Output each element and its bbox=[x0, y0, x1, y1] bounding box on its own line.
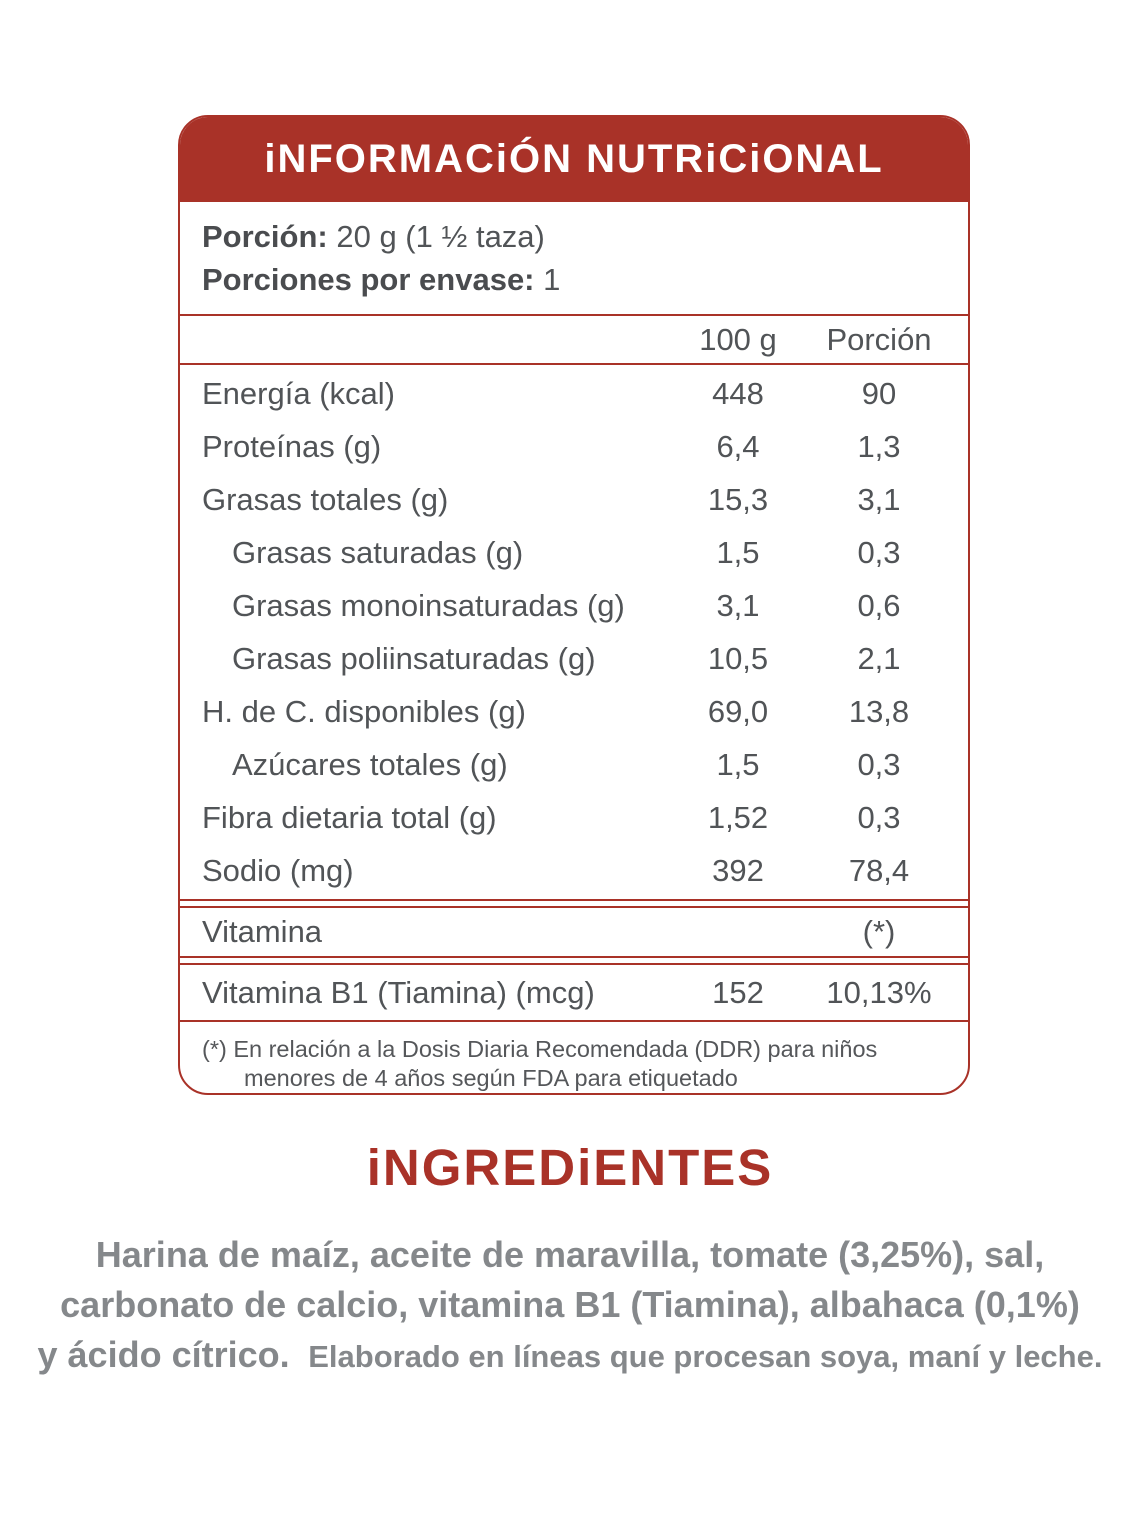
allergen-note: Elaborado en líneas que procesan soya, maní y leche. bbox=[299, 1339, 1103, 1374]
nutrition-facts-header-band bbox=[180, 117, 968, 202]
servings-per-pack-value: 1 bbox=[543, 262, 561, 297]
nutrient-row-fibra-dietaria: Fibra dietaria total (g) 1,52 0,3 bbox=[202, 799, 901, 835]
nutrient-row-grasas-totales: Grasas totales (g) 15,3 3,1 bbox=[202, 481, 901, 517]
ddr-footnote bbox=[180, 1022, 968, 1093]
ddr-footnote-line1: (*) En relación a la Dosis Diaria Recomendada (DDR) para niños bbox=[202, 1036, 878, 1062]
nutrient-row-vitamina-b1: Vitamina B1 (Tiamina) (mcg) 152 10,13% bbox=[202, 974, 932, 1010]
ingredients-line-2: carbonato de calcio, vitamina B1 (Tiamina), albahaca (0,1%) bbox=[60, 1284, 1080, 1325]
ingredients-line-1: Harina de maíz, aceite de maravilla, tomate (3,25%), sal, bbox=[95, 1234, 1045, 1275]
servings-per-pack-label: Porciones por envase: bbox=[202, 262, 535, 297]
nutrition-facts-card bbox=[178, 115, 970, 1095]
nutrient-row-hdc-disponibles: H. de C. disponibles (g) 69,0 13,8 bbox=[202, 693, 910, 729]
nutrient-row-azucares-totales: Azúcares totales (g) 1,5 0,3 bbox=[232, 746, 901, 782]
nutrient-row-grasas-saturadas: Grasas saturadas (g) 1,5 0,3 bbox=[232, 534, 901, 570]
column-header-row bbox=[180, 316, 968, 365]
nutrient-rows bbox=[180, 365, 968, 901]
vitamin-header-label: Vitamina bbox=[202, 914, 323, 949]
vitamin-b1-section bbox=[180, 963, 968, 1022]
nutrient-row-sodio: Sodio (mg) 392 78,4 bbox=[202, 852, 910, 888]
vitamin-header-row bbox=[180, 908, 968, 956]
nutrient-row-grasas-monoinsaturadas: Grasas monoinsaturadas (g) 3,1 0,6 bbox=[232, 587, 901, 623]
serving-info-section bbox=[180, 202, 968, 316]
nutrient-row-grasas-poliinsaturadas: Grasas poliinsaturadas (g) 10,5 2,1 bbox=[232, 640, 901, 676]
servings-per-pack-line bbox=[202, 261, 948, 298]
vitamin-header-mark: (*) bbox=[862, 914, 896, 949]
column-header-100g: 100 g bbox=[699, 321, 777, 357]
nutrient-row-proteinas: Proteínas (g) 6,4 1,3 bbox=[202, 428, 901, 464]
ddr-footnote-line2: menores de 4 años según FDA para etiquetado bbox=[244, 1065, 738, 1091]
nutrition-facts-title: iNFORMACiÓN NUTRiCiONAL bbox=[264, 137, 884, 181]
ingredients-line-3-main: y ácido cítrico. bbox=[37, 1334, 300, 1375]
ingredients-line-3 bbox=[0, 1330, 1140, 1382]
portion-line bbox=[202, 218, 948, 255]
portion-value: 20 g (1 ½ taza) bbox=[336, 219, 545, 254]
nutrient-row-energia: Energía (kcal) 448 90 bbox=[202, 375, 897, 411]
portion-label: Porción: bbox=[202, 219, 328, 254]
column-header-portion: Porción bbox=[826, 321, 932, 357]
vitamin-section-header bbox=[180, 906, 968, 958]
ingredients-heading: iNGREDiENTES bbox=[366, 1139, 774, 1196]
ingredients-paragraph bbox=[0, 1230, 1140, 1382]
